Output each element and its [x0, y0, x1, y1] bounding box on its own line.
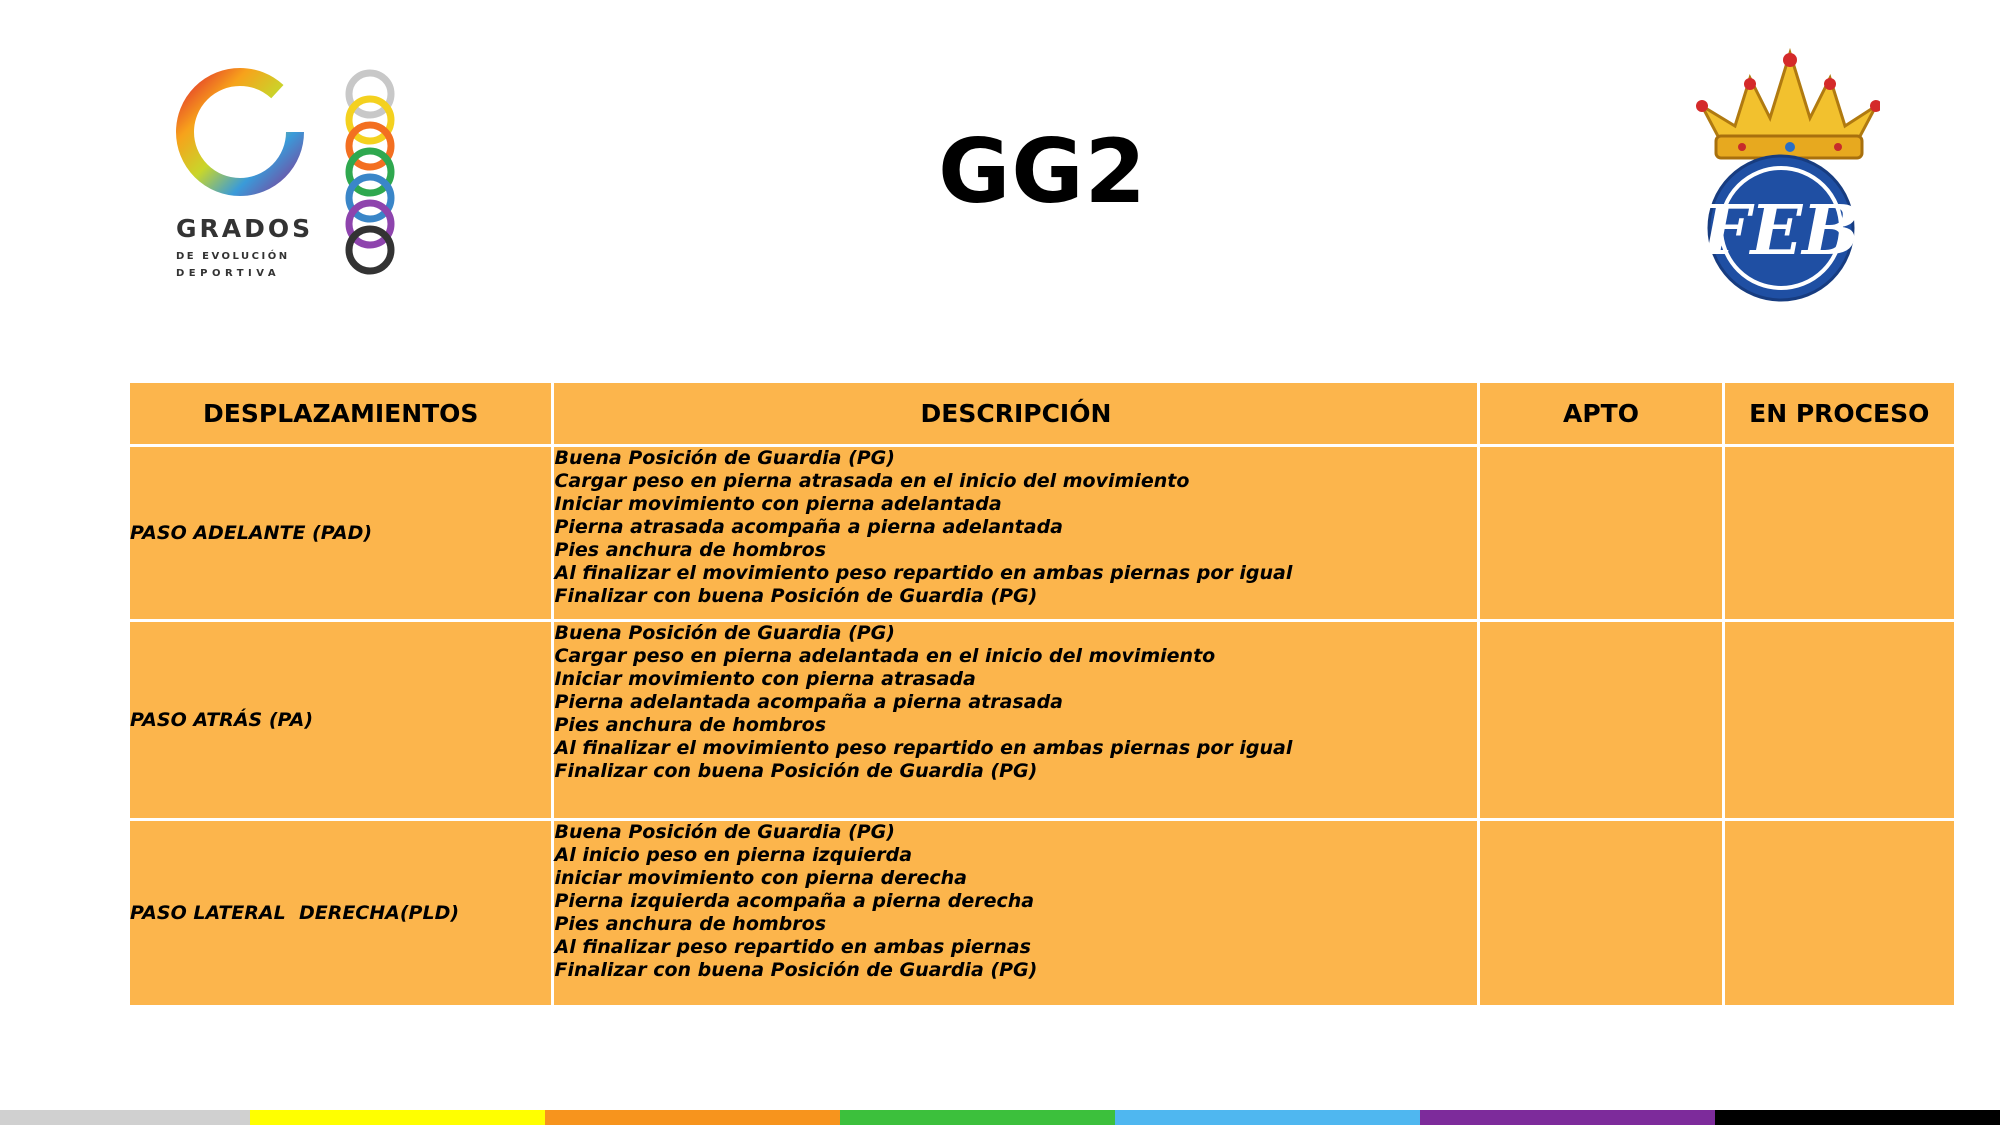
page-title: GG2 [938, 120, 1147, 223]
description-line: Iniciar movimiento con pierna adelantada [554, 493, 1002, 515]
description-line: Pierna izquierda acompaña a pierna derecha [554, 890, 1035, 912]
svg-text:DEPORTIVA: DEPORTIVA [176, 268, 281, 279]
description-line: Pies anchura de hombros [554, 714, 827, 736]
description-line: Buena Posición de Guardia (PG) [554, 622, 895, 644]
description-line: Cargar peso en pierna adelantada en el inicio del movimiento [554, 645, 1216, 667]
description-line: Cargar peso en pierna atrasada en el inicio del movimiento [554, 470, 1190, 492]
description-line: Finalizar con buena Posición de Guardia (PG) [554, 959, 1038, 981]
description-line: Finalizar con buena Posición de Guardia (PG) [554, 760, 1038, 782]
grados-logo-word: GRADOS [176, 214, 314, 243]
color-bar-segment [1715, 1110, 2000, 1125]
en-proceso-cell[interactable] [1725, 821, 1954, 1005]
header-apto: APTO [1480, 383, 1721, 444]
table-row [130, 821, 1954, 1005]
description-line: Finalizar con buena Posición de Guardia (PG) [554, 585, 1038, 607]
row-move-name: PASO ADELANTE (PAD) [130, 447, 551, 619]
apto-cell[interactable] [1480, 821, 1721, 1005]
row-move-name: PASO LATERAL DERECHA(PLD) [130, 821, 551, 1005]
description-line: Al finalizar el movimiento peso repartido en ambas piernas por igual [554, 562, 1293, 584]
apto-cell[interactable] [1480, 622, 1721, 818]
table-row [130, 447, 1954, 619]
color-bar-segment [250, 1110, 545, 1125]
header-en-proceso: EN PROCESO [1725, 383, 1954, 444]
evaluation-table [127, 380, 1957, 1008]
description-line: Buena Posición de Guardia (PG) [554, 447, 895, 469]
row-move-name: PASO ATRÁS (PA) [130, 622, 551, 818]
description-line: Buena Posición de Guardia (PG) [554, 821, 895, 843]
row-description [554, 622, 1477, 818]
description-line: iniciar movimiento con pierna derecha [554, 867, 967, 889]
color-bar-segment [545, 1110, 840, 1125]
feb-logo-graphic [1680, 48, 1880, 303]
apto-cell[interactable] [1480, 447, 1721, 619]
description-line: Pies anchura de hombros [554, 913, 827, 935]
description-line: Pies anchura de hombros [554, 539, 827, 561]
bottom-color-bar [0, 1110, 2000, 1125]
description-line: Pierna adelantada acompaña a pierna atrasada [554, 691, 1063, 713]
svg-text:DE EVOLUCIÓN: DE EVOLUCIÓN [176, 251, 290, 262]
description-line: Al inicio peso en pierna izquierda [554, 844, 913, 866]
description-line: Al finalizar peso repartido en ambas piernas [554, 936, 1031, 958]
color-bar-segment [1115, 1110, 1420, 1125]
feb-logo [1680, 48, 1880, 303]
feb-logo-letters: FEB [1702, 191, 1860, 271]
description-line: Iniciar movimiento con pierna atrasada [554, 668, 976, 690]
en-proceso-cell[interactable] [1725, 447, 1954, 619]
header-desplazamientos: DESPLAZAMIENTOS [130, 383, 551, 444]
color-bar-segment [1420, 1110, 1715, 1125]
row-description [554, 821, 1477, 1005]
table-row [130, 622, 1954, 818]
description-line: Pierna atrasada acompaña a pierna adelantada [554, 516, 1063, 538]
color-bar-segment [840, 1110, 1115, 1125]
en-proceso-cell[interactable] [1725, 622, 1954, 818]
row-description [554, 447, 1477, 619]
header-descripcion: DESCRIPCIÓN [554, 383, 1477, 444]
description-line: Al finalizar el movimiento peso repartido en ambas piernas por igual [554, 737, 1293, 759]
color-bar-segment [0, 1110, 250, 1125]
table-header-row [130, 383, 1954, 444]
